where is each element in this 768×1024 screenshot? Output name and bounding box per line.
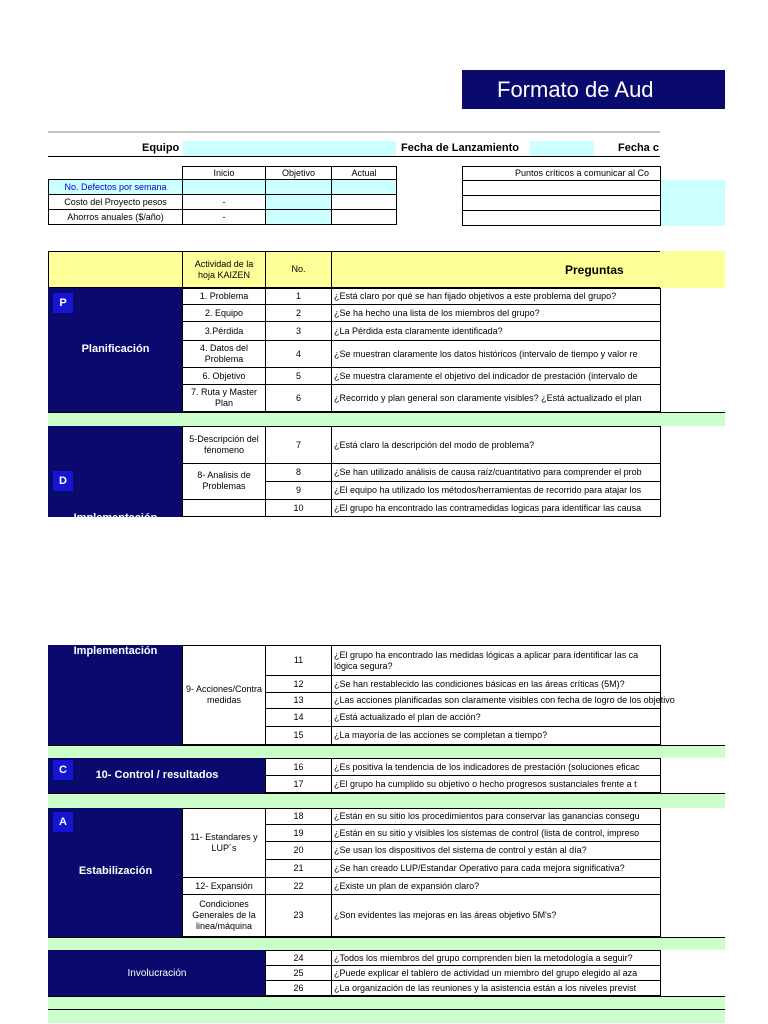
activity-13: Condiciones Generales de la linea/máquina	[182, 894, 266, 937]
metric-costo-actual[interactable]	[331, 194, 397, 210]
question-17: ¿El grupo ha cumplido su objetivo o hecho progresos sustanciales frente a t	[331, 775, 661, 793]
metric-ahorros-inicio: -	[182, 209, 266, 225]
activity-9: 9- Acciones/Contra medidas	[182, 645, 266, 745]
activity-8: 8- Analisis de Problemas	[182, 463, 266, 500]
phase-d-badge: D	[53, 471, 73, 491]
header-phase-cell	[48, 251, 183, 288]
number-2: 2	[265, 304, 332, 322]
col-objetivo: Objetivo	[265, 166, 332, 180]
info-underline	[48, 156, 660, 157]
question-19: ¿Están en su sitio y visibles los sistemas de control (lista de control, impreso	[331, 824, 661, 842]
number-1: 1	[265, 288, 332, 305]
number-20: 20	[265, 841, 332, 860]
puntos-criticos-header: Puntos críticos a comunicar al Co	[462, 166, 661, 181]
number-8: 8	[265, 463, 332, 482]
question-15: ¿La mayoría de las acciones se completan a tiempo?	[331, 726, 661, 745]
phase-d-label-partial: Implementación	[73, 512, 158, 524]
puntos-criticos-panel	[661, 180, 725, 226]
phase-a-block	[48, 808, 183, 937]
number-13: 13	[265, 692, 332, 709]
question-22: ¿Existe un plan de expansión claro?	[331, 877, 661, 895]
question-11: ¿El grupo ha encontrado las medidas lógicas a aplicar para identificar las ca lógica segura?	[331, 645, 661, 676]
separator-a	[48, 937, 725, 950]
question-8: ¿Se han utilizado análisis de causa raíz/cuantitativo para comprender el prob	[331, 463, 661, 482]
number-17: 17	[265, 775, 332, 793]
number-26: 26	[265, 980, 332, 996]
question-13: ¿Las acciones planificadas son claramente visibles con fecha de logro de los objetivo	[331, 692, 661, 709]
question-1: ¿Está claro por qué se han fijado objetivos a este problema del grupo?	[331, 288, 661, 305]
activity-7: 7. Ruta y Master Plan	[182, 384, 266, 412]
number-5: 5	[265, 367, 332, 385]
phase-d-block	[48, 426, 183, 524]
question-3: ¿La Pérdida esta claramente identificada?	[331, 321, 661, 341]
equipo-field[interactable]	[183, 141, 396, 156]
question-25: ¿Puede explicar el tablero de actividad un miembro del grupo elegido al aza	[331, 965, 661, 981]
page-title: Formato de Aud	[497, 76, 654, 102]
phase-c-label: 10- Control / resultados	[95, 769, 219, 781]
number-3: 3	[265, 321, 332, 341]
number-18: 18	[265, 808, 332, 825]
col-actual: Actual	[331, 166, 397, 180]
fecha-lanzamiento-label: Fecha de Lanzamiento	[401, 142, 519, 154]
number-14: 14	[265, 708, 332, 727]
phase-d-label: Implementación	[73, 645, 158, 657]
question-23: ¿Son evidentes las mejoras en las áreas objetivo 5M's?	[331, 894, 661, 937]
metric-defectos-actual[interactable]	[331, 179, 397, 195]
separator-bottom-2	[48, 1009, 725, 1023]
fecha-lanzamiento-field[interactable]	[530, 141, 594, 156]
phase-c-badge: C	[53, 760, 73, 780]
question-4: ¿Se muestran claramente los datos históricos (intervalo de tiempo y valor re	[331, 340, 661, 368]
metric-costo-objetivo[interactable]	[265, 194, 332, 210]
activity-9-partial	[182, 499, 266, 517]
separator-bottom-1	[48, 996, 725, 1009]
phase-d-block-continued	[48, 645, 183, 745]
metric-costo-inicio: -	[182, 194, 266, 210]
question-20: ¿Se usan los dispositivos del sistema de control y están al día?	[331, 841, 661, 860]
header-no: No.	[265, 251, 332, 288]
col-inicio: Inicio	[182, 166, 266, 180]
metric-ahorros-actual[interactable]	[331, 209, 397, 225]
equipo-label: Equipo	[142, 142, 180, 154]
question-14: ¿Está actualizado el plan de acción?	[331, 708, 661, 727]
phase-p-badge: P	[53, 293, 73, 313]
separator-d	[48, 745, 725, 758]
number-24: 24	[265, 950, 332, 966]
phase-c-block	[48, 758, 266, 793]
header-actividad: Actividad de la hoja KAIZEN	[182, 251, 266, 288]
number-12: 12	[265, 675, 332, 693]
question-2: ¿Se ha hecho una lista de los miembros del grupo?	[331, 304, 661, 322]
question-21: ¿Se han creado LUP/Estandar Operativo para cada mejora significativa?	[331, 859, 661, 878]
phase-involucracion-block	[48, 950, 266, 996]
number-21: 21	[265, 859, 332, 878]
question-10: ¿El grupo ha encontrado las contramedidas logicas para identificar las causa	[331, 499, 661, 517]
phase-involucracion-label: Involucración	[127, 967, 187, 979]
number-16: 16	[265, 758, 332, 776]
number-19: 19	[265, 824, 332, 842]
header-extension	[660, 251, 725, 288]
number-15: 15	[265, 726, 332, 745]
activity-11: 11- Estandares y LUP´s	[182, 808, 266, 878]
activity-1: 1. Problema	[182, 288, 266, 305]
number-25: 25	[265, 965, 332, 981]
fecha-cierre-label: Fecha c	[618, 142, 659, 154]
activity-6: 6. Objetivo	[182, 367, 266, 385]
phase-a-badge: A	[53, 812, 73, 832]
puntos-criticos-line-2[interactable]	[462, 195, 661, 211]
question-16: ¿Es positiva la tendencia de los indicadores de prestación (soluciones eficac	[331, 758, 661, 776]
phase-a-label: Estabilización	[78, 865, 153, 877]
number-7: 7	[265, 426, 332, 464]
question-9: ¿El equipo ha utilizado los métodos/herramientas de recorrido para atajar los	[331, 481, 661, 500]
title-banner	[462, 70, 725, 109]
number-11: 11	[265, 645, 332, 676]
number-9: 9	[265, 481, 332, 500]
puntos-criticos-line-1[interactable]	[462, 180, 661, 196]
phase-p-block	[48, 288, 183, 412]
metric-defectos-objetivo[interactable]	[265, 179, 332, 195]
activity-12: 12- Expansión	[182, 877, 266, 895]
metric-ahorros-objetivo[interactable]	[265, 209, 332, 225]
separator-p	[48, 412, 725, 426]
number-6: 6	[265, 384, 332, 412]
separator-c	[48, 793, 725, 808]
number-10: 10	[265, 499, 332, 517]
puntos-criticos-line-3[interactable]	[462, 210, 661, 226]
number-4: 4	[265, 340, 332, 368]
metric-defectos-inicio[interactable]	[182, 179, 266, 195]
activity-4: 4. Datos del Problema	[182, 340, 266, 368]
activity-2: 2. Equipo	[182, 304, 266, 322]
phase-p-label: Planificación	[81, 343, 150, 355]
number-23: 23	[265, 894, 332, 937]
header-preguntas: Preguntas	[331, 251, 661, 288]
metric-label-defectos: No. Defectos por semana	[48, 179, 183, 195]
header-rule	[48, 131, 660, 133]
question-26: ¿La organización de las reuniones y la asistencia están a los niveles previst	[331, 980, 661, 996]
metric-label-ahorros: Ahorros anuales ($/año)	[48, 209, 183, 225]
activity-5: 5-Descripción del fénomeno	[182, 426, 266, 464]
question-24: ¿Todos los miembros del grupo comprenden bien la metodología a seguir?	[331, 950, 661, 966]
question-5: ¿Se muestra claramente el objetivo del indicador de prestación (intervalo de	[331, 367, 661, 385]
metric-label-costo: Costo del Proyecto pesos	[48, 194, 183, 210]
question-7: ¿Está claro la descripción del modo de problema?	[331, 426, 661, 464]
question-6: ¿Recorrido y plan general son claramente visibles? ¿Está actualizado el plan	[331, 384, 661, 412]
question-12: ¿Se han restablecido las condiciones básicas en las áreas críticas (5M)?	[331, 675, 661, 693]
activity-3: 3.Pérdida	[182, 321, 266, 341]
number-22: 22	[265, 877, 332, 895]
question-18: ¿Están en su sitio los procedimientos para conservar las ganancias consegu	[331, 808, 661, 825]
